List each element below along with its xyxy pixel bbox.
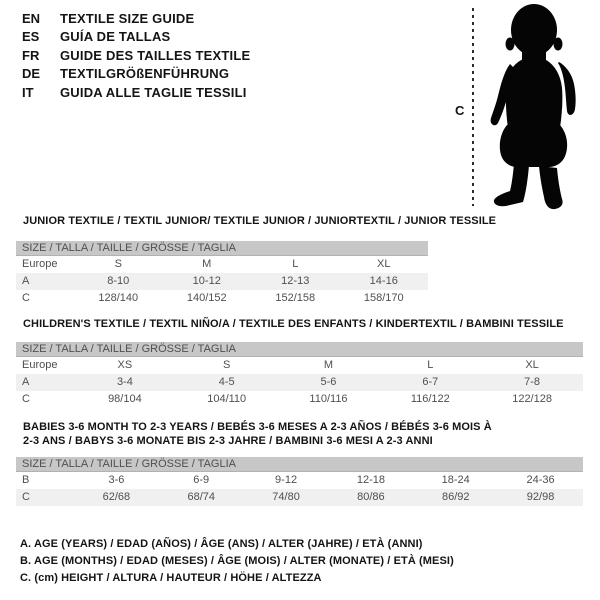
table-row	[16, 391, 583, 408]
row-label: C	[22, 292, 30, 304]
row-label: C	[22, 393, 30, 405]
baby-ear-left	[506, 38, 515, 51]
cell: L	[427, 359, 434, 371]
cell: 74/80	[272, 491, 300, 503]
footnote-b: B. AGE (MONTHS) / EDAD (MESES) / ÂGE (MOIS) / ALTER (MONATE) / ETÀ (MESI)	[20, 555, 454, 567]
row-label: C	[22, 491, 30, 503]
cell: 92/98	[526, 491, 555, 503]
cell: S	[223, 359, 231, 371]
language-code: ES	[22, 29, 40, 45]
cell: 62/68	[102, 491, 131, 503]
language-code: FR	[22, 47, 40, 63]
children-size-table	[16, 342, 583, 408]
cell: 8-10	[107, 275, 130, 287]
cell: 68/74	[187, 491, 215, 503]
cell: XL	[525, 359, 539, 371]
row-label: A	[22, 376, 30, 388]
cell: M	[202, 258, 212, 270]
cell: 98/104	[108, 393, 142, 405]
row-label: Europe	[22, 258, 58, 270]
table-row	[16, 374, 583, 391]
cell: 10-12	[192, 275, 221, 287]
cell: 116/122	[410, 393, 450, 405]
cell: 14-16	[369, 275, 398, 287]
cell: L	[292, 258, 299, 270]
height-measure-dashed-line	[472, 8, 474, 206]
cell: 12-13	[281, 275, 310, 287]
junior-size-table	[16, 241, 428, 307]
language-row	[22, 65, 250, 84]
table-row	[16, 472, 583, 489]
height-measure-label: C	[455, 103, 465, 118]
table-row	[16, 256, 428, 273]
language-code: EN	[22, 10, 41, 26]
language-title: TEXTILGRÖßENFÜHRUNG	[60, 66, 230, 82]
babies-size-table	[16, 457, 583, 506]
language-row	[22, 9, 250, 28]
babies-table-title: BABIES 3-6 MONTH TO 2-3 YEARS / BEBÉS 3-6 MESES A 2-3 AÑOS / BÉBÉS 3-6 MOIS À 2-3 ANS / BABYS 3-6 MONATE BIS 2-3 JAHRE / BAMBINI 3-6 MESI A 2-3 ANNI	[23, 421, 492, 447]
language-title: GUIDE DES TAILLES TEXTILE	[60, 47, 251, 63]
baby-leg-left	[494, 164, 529, 206]
table-row	[16, 273, 428, 290]
cell: 80/86	[357, 491, 385, 503]
cell: 86/92	[441, 491, 470, 503]
table-row	[16, 290, 428, 307]
cell: 128/140	[98, 292, 139, 304]
language-title: GUÍA DE TALLAS	[60, 29, 171, 45]
cell: 122/128	[512, 393, 552, 405]
cell: 4-5	[218, 376, 235, 388]
language-row	[22, 83, 250, 102]
children-table-title: CHILDREN'S TEXTILE / TEXTIL NIÑO/A / TEXTILE DES ENFANTS / KINDERTEXTIL / BAMBINI TESSILE	[23, 318, 564, 330]
footnote-c: C. (cm) HEIGHT / ALTURA / HAUTEUR / HÖHE / ALTEZZA	[20, 572, 322, 584]
cell: XS	[117, 359, 133, 371]
language-list	[22, 9, 250, 102]
language-title: TEXTILE SIZE GUIDE	[60, 10, 195, 26]
cell: 9-12	[275, 474, 298, 486]
cell: 3-4	[116, 376, 133, 388]
language-row	[22, 28, 250, 47]
language-row	[22, 46, 250, 65]
row-label: B	[22, 474, 30, 486]
cell: 12-18	[356, 474, 385, 486]
cell: 5-6	[320, 376, 337, 388]
cell: 158/170	[363, 292, 404, 304]
language-code: DE	[22, 66, 41, 82]
row-label: A	[22, 275, 30, 287]
baby-silhouette	[486, 2, 592, 212]
baby-torso	[506, 56, 562, 128]
baby-ear-right	[554, 38, 563, 51]
language-title: GUIDA ALLE TAGLIE TESSILI	[60, 84, 247, 100]
footnote-a: A. AGE (YEARS) / EDAD (AÑOS) / ÂGE (ANS) / ALTER (JAHRE) / ETÀ (ANNI)	[20, 538, 423, 550]
footnotes	[20, 536, 454, 587]
size-header-bar: SIZE / TALLA / TAILLE / GRÖSSE / TAGLIA	[16, 241, 428, 256]
cell: 6-7	[422, 376, 439, 388]
size-header-bar: SIZE / TALLA / TAILLE / GRÖSSE / TAGLIA	[16, 457, 583, 472]
baby-leg-right	[539, 166, 563, 209]
cell: S	[114, 258, 122, 270]
cell: 152/158	[275, 292, 316, 304]
cell: 110/116	[309, 393, 348, 405]
cell: XL	[377, 258, 391, 270]
table-row	[16, 489, 583, 506]
size-header-bar: SIZE / TALLA / TAILLE / GRÖSSE / TAGLIA	[16, 342, 583, 357]
junior-table-title: JUNIOR TEXTILE / TEXTIL JUNIOR/ TEXTILE JUNIOR / JUNIORTEXTIL / JUNIOR TESSILE	[23, 215, 497, 227]
baby-shorts	[500, 124, 567, 167]
cell: 18-24	[441, 474, 470, 486]
cell: M	[323, 359, 334, 371]
language-code: IT	[22, 84, 34, 100]
cell: 3-6	[108, 474, 125, 486]
cell: 24-36	[526, 474, 555, 486]
cell: 7-8	[524, 376, 541, 388]
cell: 140/152	[186, 292, 227, 304]
table-row	[16, 357, 583, 374]
cell: 104/110	[207, 393, 247, 405]
row-label: Europe	[22, 359, 58, 371]
cell: 6-9	[193, 474, 210, 486]
